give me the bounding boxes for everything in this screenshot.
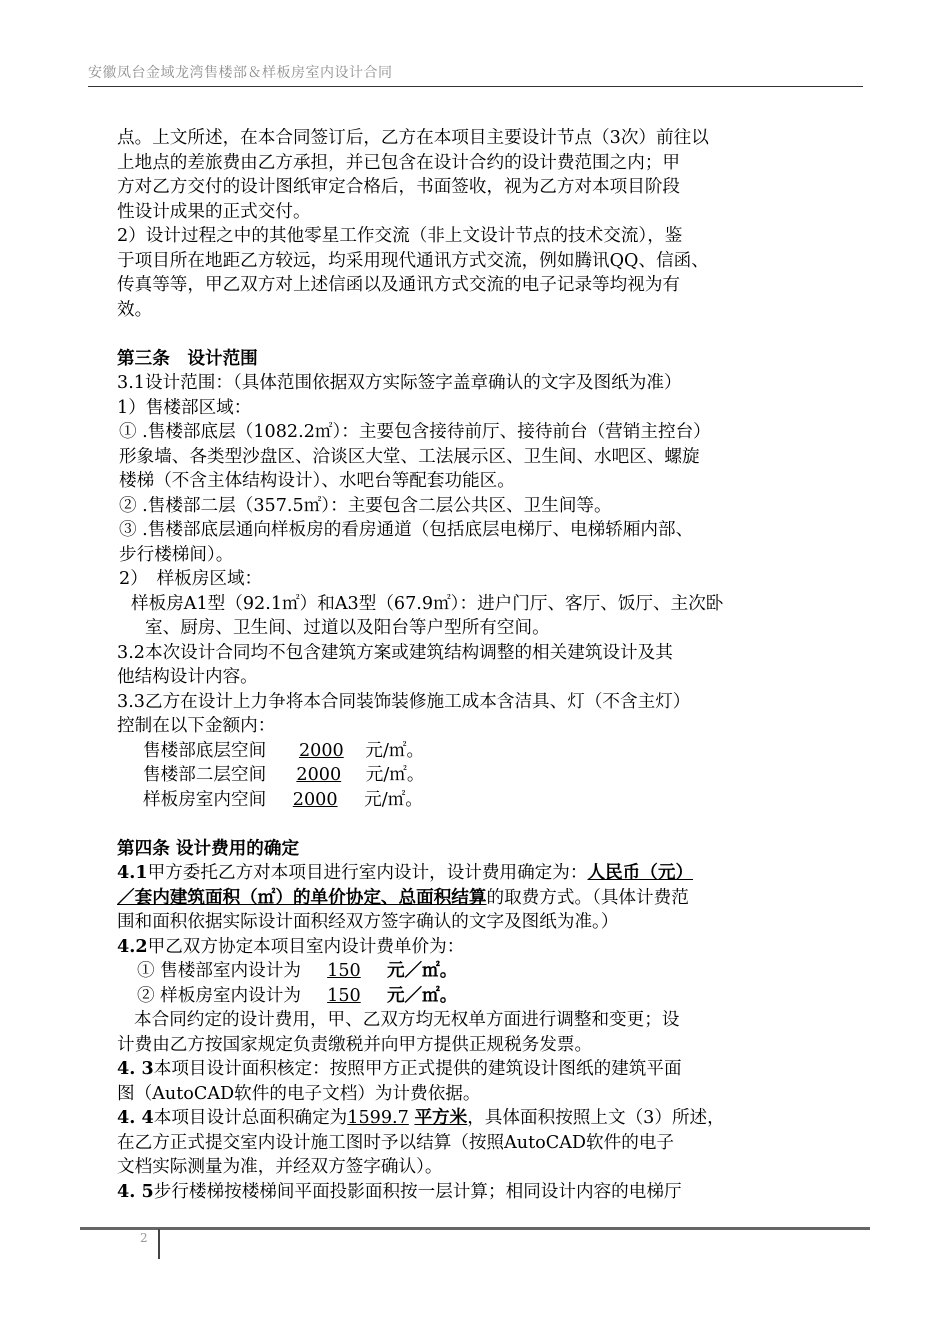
- sample-room-scope-cont: 室、厨房、卫生间、过道以及阳台等户型所有空间。: [145, 618, 550, 638]
- paragraph-line: 方对乙方交付的设计图纸审定合格后，书面签收，视为乙方对本项目阶段: [117, 177, 681, 197]
- paragraph-line: 效。: [117, 299, 153, 320]
- cost-value: 2000: [292, 789, 338, 810]
- clause-4-3: 4. 3本项目设计面积核定：按照甲方正式提供的建筑设计图纸的建筑平面: [117, 1058, 682, 1079]
- fee-row: ② 样板房室内设计为 150 元／㎡。: [117, 984, 837, 1009]
- scope-item-3-cont: 步行楼梯间）。: [119, 544, 234, 565]
- page-header: 安徽凤台金域龙湾售楼部＆样板房室内设计合同: [88, 65, 393, 81]
- clause-4-4: 4. 4本项目设计总面积确定为1599.7 平方米，具体面积按照上文（3）所述，: [117, 1107, 725, 1128]
- paragraph-line: 于项目所在地距乙方较远，均采用现代通讯方式交流，例如腾讯QQ、信函、: [117, 250, 709, 271]
- article-3-heading: 第三条 设计范围: [117, 347, 258, 369]
- clause-4-1-cont: 围和面积依据实际设计面积经双方签字确认的文字及图纸为准。）: [117, 912, 619, 932]
- document-body: [117, 126, 837, 1204]
- clause-3-2-cont: 他结构设计内容。: [117, 667, 258, 687]
- cost-row: 样板房室内空间 2000 元/㎡。: [117, 788, 837, 813]
- clause-4-5: 4. 5步行楼梯按楼梯间平面投影面积按一层计算；相同设计内容的电梯厅: [117, 1180, 682, 1202]
- sample-room-scope: 样板房A1型（92.1㎡）和A3型（67.9㎡）：进户门厅、客厅、饭厅、主次卧: [131, 593, 724, 614]
- cost-value: 2000: [296, 765, 342, 785]
- header-divider: [88, 86, 863, 87]
- fee-note-cont: 计费由乙方按国家规定负责缴税并向甲方提供正规税务发票。: [117, 1034, 593, 1055]
- footer-marker: [158, 1229, 160, 1259]
- scope-item-1: ① .售楼部底层（1082.2㎡）：主要包含接待前厅、接待前台（营销主控台）: [119, 422, 711, 442]
- scope-item-1-cont: 楼梯（不含主体结构设计）、水吧台等配套功能区。: [119, 471, 515, 491]
- clause-4-2: 4.2甲乙双方协定本项目室内设计费单价为：: [117, 935, 465, 957]
- fee-value: 150: [327, 961, 361, 981]
- clause-3-2: 3.2本次设计合同均不包含建筑方案或建筑结构调整的相关建筑设计及其: [117, 642, 673, 663]
- paragraph-line: 2）设计过程之中的其他零星工作交流（非上文设计节点的技术交流），鉴: [117, 226, 683, 246]
- scope-item-1-cont: 形象墙、各类型沙盘区、洽谈区大堂、工法展示区、卫生间、水吧区、螺旋: [119, 446, 700, 467]
- fee-value: 150: [327, 985, 361, 1006]
- clause-4-3-cont: 图（AutoCAD软件的电子文档）为计费依据。: [117, 1083, 481, 1104]
- clause-4-4-cont: 文档实际测量为准，并经双方签字确认）。: [117, 1157, 443, 1177]
- paragraph-line: 上地点的差旅费由乙方承担，并已包含在设计合约的设计费范围之内；甲: [117, 152, 681, 173]
- fee-note: 本合同约定的设计费用，甲、乙双方均无权单方面进行调整和变更；设: [134, 1010, 680, 1030]
- clause-4-4-cont: 在乙方正式提交室内设计施工图时予以结算（按照AutoCAD软件的电子: [117, 1132, 675, 1153]
- clause-3-1-1: 1）售楼部区域：: [117, 397, 252, 418]
- cost-row: 售楼部底层空间 2000 元/㎡。: [117, 739, 837, 764]
- fee-row: ① 售楼部室内设计为 150 元／㎡。: [117, 959, 837, 984]
- total-area-value: 1599.7: [347, 1108, 409, 1128]
- cost-row: 售楼部二层空间 2000 元/㎡。: [117, 763, 837, 788]
- paragraph-line: 传真等等，甲乙双方对上述信函以及通讯方式交流的电子记录等均视为有: [117, 275, 681, 295]
- cost-value: 2000: [298, 740, 344, 761]
- clause-3-1: 3.1设计范围：（具体范围依据双方实际签字盖章确认的文字及图纸为准）: [117, 373, 682, 393]
- scope-item-3: ③ .售楼部底层通向样板房的看房通道（包括底层电梯厅、电梯轿厢内部、: [119, 520, 694, 540]
- clause-4-1: 4.1甲方委托乙方对本项目进行室内设计，设计费用确定为：人民币（元）: [117, 862, 694, 883]
- clause-4-1-cont: ／套内建筑面积（㎡）的单价协定、总面积结算的取费方式。（具体计费范: [117, 886, 689, 908]
- paragraph-line: 性设计成果的正式交付。: [117, 201, 311, 222]
- page-number: 2: [140, 1231, 148, 1245]
- clause-3-1-2: 2） 样板房区域：: [119, 569, 263, 589]
- footer-divider: [80, 1227, 870, 1230]
- clause-3-3: 3.3乙方在设计上力争将本合同装饰装修施工成本含洁具、灯（不含主灯）: [117, 691, 691, 712]
- article-4-heading: 第四条 设计费用的确定: [117, 837, 300, 859]
- paragraph-line: 点。上文所述，在本合同签订后，乙方在本项目主要设计节点（3次）前往以: [117, 128, 709, 148]
- scope-item-2: ② .售楼部二层（357.5㎡）：主要包含二层公共区、卫生间等。: [119, 495, 612, 516]
- clause-3-3-cont: 控制在以下金额内：: [117, 716, 276, 736]
